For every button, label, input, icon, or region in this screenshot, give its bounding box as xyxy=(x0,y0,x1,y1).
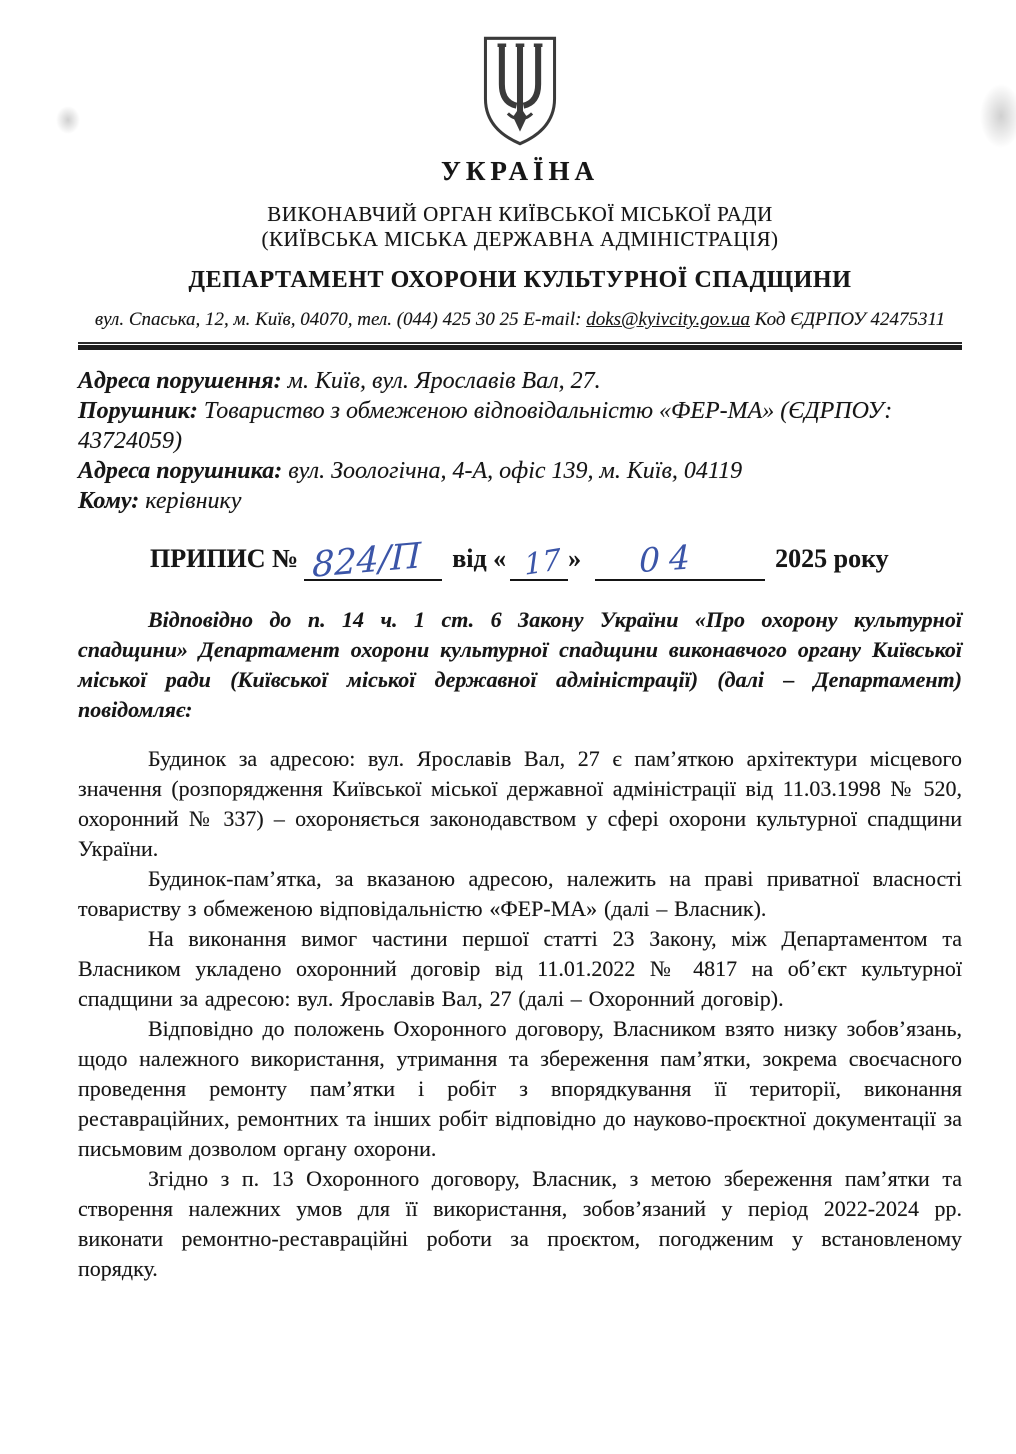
body-paragraph-3: Будинок-пам’ятка, за вказаною адресою, належить на праві приватної власності товариству з обмеженою відповідальністю «ФЕР-МА» (далі – Власник). xyxy=(78,866,962,921)
document-title-line xyxy=(150,537,962,587)
violator-label: Порушник: xyxy=(78,398,198,424)
body-paragraph-6: Згідно з п. 13 Охоронного договору, Власник, з метою збереження пам’ятки та створення належних умов для її використання, зобов’язаний у період 2022-2024 рр. виконати ремонтно-реставраційні роботи за проєктом, погодженим у встановленому порядку. xyxy=(78,1166,962,1281)
body-paragraph-4: На виконання вимог частини першої статті 23 Закону, між Департаментом та Власником укладено охоронний договір від 11.01.2022 № 4817 на об’єкт культурної спадщини за адресою: вул. Ярославів Вал, 27 (далі – Охоронний договір). xyxy=(78,926,962,1011)
department-name: ДЕПАРТАМЕНТ ОХОРОНИ КУЛЬТУРНОЇ СПАДЩИНИ xyxy=(188,267,852,293)
to-whom-value: керівнику xyxy=(139,488,242,514)
edrpou-code: Код ЄДРПОУ 42475311 xyxy=(749,309,946,330)
title-prefix: ПРИПИС № xyxy=(150,544,299,573)
violation-address-line xyxy=(78,366,962,396)
header-divider xyxy=(78,342,962,351)
scan-smudge xyxy=(56,106,80,134)
closing-quote: » xyxy=(568,544,582,573)
document-body xyxy=(78,605,962,1284)
document-number-blank xyxy=(304,536,442,586)
violation-address-value: м. Київ, вул. Ярославів Вал, 27. xyxy=(281,368,601,394)
violator-address-label: Адреса порушника: xyxy=(78,458,283,484)
body-paragraph-5: Відповідно до положень Охоронного договору, Власником взято низку зобов’язань, щодо належного використання, утримання та збереження пам’ятки, зокрема своєчасного проведення ремонту пам’ятки і робіт з впорядкування її території, виконання реставраційних, ремонтних та інших робіт відповідно до науково-проєктної документації за письмовим дозволом органу охорони. xyxy=(78,1016,962,1161)
body-paragraph-1: Відповідно до п. 14 ч. 1 ст. 6 Закону України «Про охорону культурної спадщини» Департамент охорони культурної спадщини виконавчого органу Київської міської ради (Київської міської державної адміністрації) (далі – Департамент) повідомляє: xyxy=(78,607,962,722)
handwritten-day: 17 xyxy=(523,542,562,582)
handwritten-document-number: 824/П xyxy=(312,536,422,586)
violator-value-line1: Товариство з обмеженою відповідальністю «ФЕР-МА» (ЄДРПОУ: xyxy=(197,398,893,424)
handwritten-month: 04 xyxy=(639,536,700,581)
month-blank xyxy=(595,536,765,581)
violation-address-label: Адреса порушення: xyxy=(78,368,282,394)
day-blank xyxy=(510,539,568,581)
year-label: 2025 року xyxy=(775,544,889,573)
date-from-label: від « xyxy=(452,544,507,573)
recipient-block xyxy=(78,366,962,516)
violator-address-line xyxy=(78,456,962,486)
scan-smudge xyxy=(980,84,1016,148)
email-address: doks@kyivcity.gov.ua xyxy=(586,309,750,330)
ukraine-trident-emblem-icon xyxy=(472,135,568,152)
body-paragraph-2: Будинок за адресою: вул. Ярославів Вал, 27 є пам’яткою архітектури місцевого значення (розпорядження Київської міської державної адміністрації від 11.03.1998 № 520, охоронний № 337) – охороняється законодавством у сфері охорони культурної спадщини України. xyxy=(78,746,962,861)
emblem-block xyxy=(78,34,962,187)
org-name-line2: (КИЇВСЬКА МІСЬКА ДЕРЖАВНА АДМІНІСТРАЦІЯ) xyxy=(261,227,779,251)
to-whom-line xyxy=(78,486,962,516)
violator-address-value: вул. Зоологічна, 4-А, офіс 139, м. Київ, 04119 xyxy=(282,458,743,484)
violator-line xyxy=(78,396,962,456)
org-name-line1: ВИКОНАВЧИЙ ОРГАН КИЇВСЬКОЇ МІСЬКОЇ РАДИ xyxy=(267,202,773,226)
violator-value-line2: 43724059) xyxy=(78,428,182,454)
to-whom-label: Кому: xyxy=(78,488,140,514)
country-name: УКРАЇНА xyxy=(441,156,599,186)
contact-info-line xyxy=(78,307,962,333)
contact-address-phone: вул. Спаська, 12, м. Київ, 04070, тел. (044) 425 30 25 E-mail: xyxy=(94,309,587,330)
